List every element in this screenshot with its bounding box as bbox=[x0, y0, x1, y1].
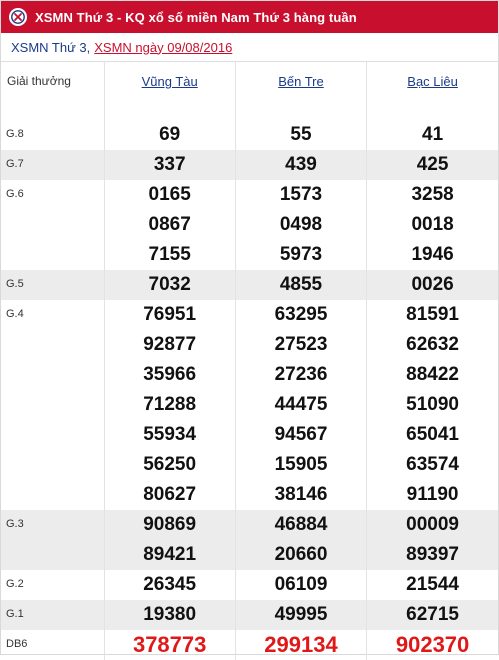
prize-number: 91190 bbox=[406, 484, 459, 505]
result-cell bbox=[367, 510, 498, 570]
result-cell bbox=[235, 300, 366, 510]
prize-number: 7155 bbox=[148, 244, 191, 265]
province-header bbox=[235, 62, 366, 120]
result-cell bbox=[367, 600, 498, 630]
prize-number: 63574 bbox=[406, 454, 459, 475]
result-cell bbox=[235, 570, 366, 600]
prize-number: 92877 bbox=[143, 334, 197, 355]
breadcrumb bbox=[1, 33, 498, 62]
prize-number: 1946 bbox=[411, 244, 454, 265]
province-link-vung-tau[interactable]: Vũng Tàu bbox=[141, 74, 198, 89]
prize-number: 80627 bbox=[143, 484, 197, 505]
prize-number: 0018 bbox=[411, 214, 454, 235]
prize-number: 46884 bbox=[274, 514, 328, 535]
table-row bbox=[1, 570, 498, 600]
table-row bbox=[1, 510, 498, 570]
prize-number: 81591 bbox=[406, 304, 459, 325]
prize-number: 63295 bbox=[274, 304, 328, 325]
prize-number: 4855 bbox=[279, 274, 323, 295]
prize-number: 7032 bbox=[148, 274, 191, 295]
prize-number: 89421 bbox=[143, 544, 197, 565]
result-cell bbox=[235, 270, 366, 300]
prize-column-header: Giải thưởng bbox=[1, 62, 104, 120]
prize-number: 06109 bbox=[274, 574, 328, 595]
province-link-bac-lieu[interactable]: Bạc Liêu bbox=[407, 74, 458, 89]
result-cell bbox=[235, 120, 366, 150]
result-cell bbox=[104, 150, 235, 180]
special-prize-number: 902370 bbox=[395, 632, 470, 657]
result-cell bbox=[104, 570, 235, 600]
table-row bbox=[1, 180, 498, 270]
special-prize-number: 299134 bbox=[264, 632, 338, 657]
prize-number: 65041 bbox=[406, 424, 459, 445]
result-cell bbox=[104, 510, 235, 570]
prize-number: 0026 bbox=[411, 274, 454, 295]
prize-number: 0165 bbox=[148, 184, 191, 205]
prize-number: 15905 bbox=[274, 454, 328, 475]
prize-number: 90869 bbox=[143, 514, 197, 535]
result-cell bbox=[367, 150, 498, 180]
prize-number: 56250 bbox=[143, 454, 197, 475]
province-header bbox=[367, 62, 498, 120]
prize-number: 76951 bbox=[143, 304, 197, 325]
table-row bbox=[1, 150, 498, 180]
prize-number: 62715 bbox=[406, 604, 459, 625]
prize-number: 55 bbox=[290, 124, 312, 145]
result-cell bbox=[367, 180, 498, 270]
prize-label: G.1 bbox=[1, 600, 104, 630]
prize-number: 51090 bbox=[406, 394, 459, 415]
prize-label: G.8 bbox=[1, 120, 104, 150]
prize-number: 35966 bbox=[143, 364, 197, 385]
result-cell bbox=[104, 120, 235, 150]
results-table bbox=[1, 62, 498, 660]
table-row bbox=[1, 120, 498, 150]
result-cell bbox=[104, 180, 235, 270]
prize-label: DB6 bbox=[1, 630, 104, 660]
result-cell bbox=[235, 630, 366, 660]
table-row bbox=[1, 630, 498, 660]
result-cell bbox=[235, 150, 366, 180]
prize-number: 19380 bbox=[143, 604, 197, 625]
breadcrumb-prefix: XSMN Thứ 3, bbox=[11, 39, 91, 55]
prize-number: 27523 bbox=[274, 334, 328, 355]
prize-number: 425 bbox=[416, 154, 449, 175]
province-header bbox=[104, 62, 235, 120]
date-link[interactable]: XSMN ngày 09/08/2016 bbox=[94, 39, 233, 55]
result-cell bbox=[235, 180, 366, 270]
prize-label: G.6 bbox=[1, 180, 104, 270]
prize-number: 26345 bbox=[143, 574, 197, 595]
prize-number: 5973 bbox=[279, 244, 323, 265]
prize-number: 27236 bbox=[274, 364, 328, 385]
result-cell bbox=[367, 570, 498, 600]
result-cell bbox=[104, 600, 235, 630]
prize-rows bbox=[1, 120, 498, 660]
province-link-ben-tre[interactable]: Bến Tre bbox=[278, 74, 324, 89]
prize-number: 55934 bbox=[143, 424, 197, 445]
prize-number: 44475 bbox=[274, 394, 328, 415]
result-cell bbox=[367, 300, 498, 510]
prize-label: G.2 bbox=[1, 570, 104, 600]
prize-label: G.4 bbox=[1, 300, 104, 510]
result-cell bbox=[104, 300, 235, 510]
prize-number: 62632 bbox=[406, 334, 459, 355]
prize-number: 41 bbox=[422, 124, 444, 145]
prize-number: 3258 bbox=[411, 184, 454, 205]
panel-title: XSMN Thứ 3 - KQ xổ số miền Nam Thứ 3 hàng tuần bbox=[35, 9, 357, 25]
prize-label: G.5 bbox=[1, 270, 104, 300]
result-cell bbox=[367, 270, 498, 300]
result-cell bbox=[367, 120, 498, 150]
result-cell bbox=[235, 510, 366, 570]
xsmn-logo-icon bbox=[9, 8, 27, 26]
prize-number: 337 bbox=[153, 154, 186, 175]
prize-label: G.3 bbox=[1, 510, 104, 570]
result-cell bbox=[104, 630, 235, 660]
prize-number: 20660 bbox=[274, 544, 328, 565]
special-prize-number: 378773 bbox=[132, 632, 207, 657]
prize-number: 0498 bbox=[279, 214, 323, 235]
prize-number: 89397 bbox=[406, 544, 459, 565]
panel-header bbox=[1, 1, 498, 33]
prize-number: 49995 bbox=[274, 604, 328, 625]
prize-number: 21544 bbox=[406, 574, 459, 595]
table-row bbox=[1, 600, 498, 630]
prize-number: 38146 bbox=[274, 484, 328, 505]
result-cell bbox=[104, 270, 235, 300]
prize-number: 439 bbox=[285, 154, 317, 175]
table-header-row bbox=[1, 62, 498, 120]
table-row bbox=[1, 300, 498, 510]
prize-number: 88422 bbox=[406, 364, 459, 385]
prize-number: 00009 bbox=[406, 514, 459, 535]
prize-number: 71288 bbox=[143, 394, 197, 415]
prize-number: 1573 bbox=[279, 184, 323, 205]
prize-number: 0867 bbox=[148, 214, 191, 235]
prize-label: G.7 bbox=[1, 150, 104, 180]
table-row bbox=[1, 270, 498, 300]
result-cell bbox=[235, 600, 366, 630]
prize-number: 69 bbox=[159, 124, 181, 145]
prize-number: 94567 bbox=[274, 424, 328, 445]
result-cell bbox=[367, 630, 498, 660]
